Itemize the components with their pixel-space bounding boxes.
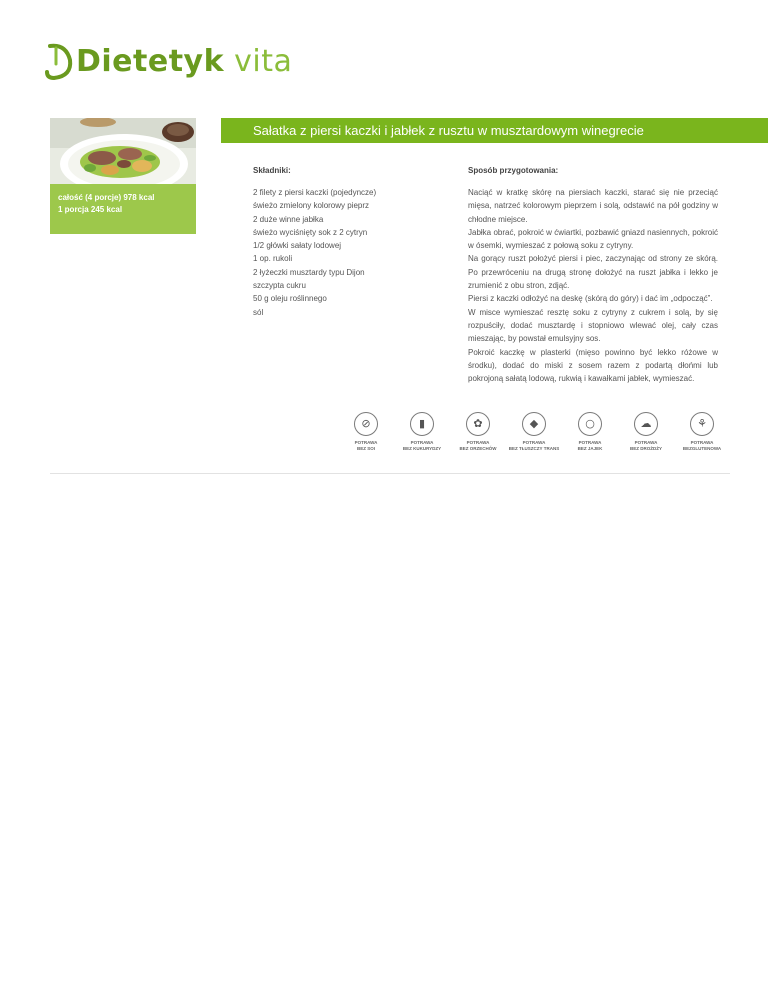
no-trans-fat-icon: ◆ xyxy=(522,412,546,436)
brand-name xyxy=(76,44,293,79)
ingredient-item: 50 g oleju roślinnego xyxy=(253,294,327,304)
ingredient-item: 2 filety z piersi kaczki (pojedyncze) xyxy=(253,188,377,197)
method-step: Na gorący ruszt położyć piersi i piec, zaczynając od strony ze skórą. Po przewróceniu na drugą stronę dołożyć na ruszt jabłka i lekko je zrumienić z obu stron, zdjąć. xyxy=(468,254,718,291)
method-step: Pokroić kaczkę w plasterki (mięso powinno być lekko różowe w środku), dodać do miski z sosem razem z podartą dłońmi lub pokrojoną sałatą lodową, rukwią i kawałkami jabłek, wymieszać. xyxy=(468,347,718,384)
no-yeast-icon: ☁ xyxy=(634,412,658,436)
no-eggs-icon: ○ xyxy=(578,412,602,436)
badge-no-trans-fat: ◆ POTRAWA BEZ TŁUSZCZY TRANS xyxy=(508,412,560,452)
ingredient-item: świeżo wyciśnięty sok z 2 cytryn xyxy=(253,227,368,237)
ingredient-item: 2 duże winne jabłka xyxy=(253,214,324,224)
method-step: Jabłka obrać, pokroić w ćwiartki, pozbawić gniazd nasiennych, pokroić w ósemki, wymieszać z połową soku z cytryny. xyxy=(468,227,718,251)
ingredient-item: 2 łyżeczki musztardy typu Dijon xyxy=(253,267,365,277)
badge-no-yeast: ☁ POTRAWA BEZ DROŻDŻY xyxy=(620,412,672,452)
gluten-free-icon: ⚘ xyxy=(690,412,714,436)
method-step: Naciąć w kratkę skórę na piersiach kaczki, starać się nie przeciąć mięsa, natrzeć kolorowym pieprzem i solą, odstawić na pół godziny w chłodne miejsce. xyxy=(468,188,718,224)
diet-badges xyxy=(340,412,730,458)
method-step: W misce wymieszać resztę soku z cytryny z cukrem i solą, by się rozpuściły, dodać musztardę i stopniowo wlewać olej, cały czas mieszając, by powstał emulsyjny sos. xyxy=(468,307,718,344)
calories-total: całość (4 porcje) 978 kcal xyxy=(58,193,155,202)
no-soy-icon: ⊘ xyxy=(354,412,378,436)
brand-name-light: vita xyxy=(234,44,293,79)
logo-mark-icon xyxy=(44,40,74,84)
brand-name-bold: Dietetyk xyxy=(76,44,225,79)
ingredient-item: świeżo zmielony kolorowy pieprz xyxy=(253,201,370,211)
recipe-photo xyxy=(50,118,196,234)
badge-no-eggs: ○ POTRAWA BEZ JAJEK xyxy=(564,412,616,452)
badge-no-nuts: ✿ POTRAWA BEZ ORZECHÓW xyxy=(452,412,504,452)
calories-portion: 1 porcja 245 kcal xyxy=(58,205,123,214)
ingredient-item: szczypta cukru xyxy=(253,281,306,291)
no-corn-icon: ▮ xyxy=(410,412,434,436)
badge-no-soy: ⊘ POTRAWA BEZ SOI xyxy=(340,412,392,452)
ingredients-heading: Składniki: xyxy=(253,166,291,175)
ingredients-list xyxy=(253,186,433,319)
section-divider xyxy=(50,473,730,474)
method-heading: Sposób przygotowania: xyxy=(468,166,559,175)
ingredient-item: 1 op. rukoli xyxy=(253,254,293,264)
brand-logo xyxy=(44,40,292,84)
ingredient-item: 1/2 główki sałaty lodowej xyxy=(253,241,342,251)
recipe-title-bar xyxy=(221,118,768,143)
method-step: Piersi z kaczki odłożyć na deskę (skórą do góry) i dać im „odpocząć”. xyxy=(468,294,713,304)
calorie-info xyxy=(50,184,196,234)
no-nuts-icon: ✿ xyxy=(466,412,490,436)
method-steps xyxy=(468,186,718,385)
badge-gluten-free: ⚘ POTRAWA BEZGLUTENOWA xyxy=(676,412,728,452)
ingredient-item: sól xyxy=(253,307,264,317)
recipe-title: Sałatka z piersi kaczki i jabłek z rusztu w musztardowym winegrecie xyxy=(253,123,644,138)
badge-no-corn: ▮ POTRAWA BEZ KUKURYDZY xyxy=(396,412,448,452)
